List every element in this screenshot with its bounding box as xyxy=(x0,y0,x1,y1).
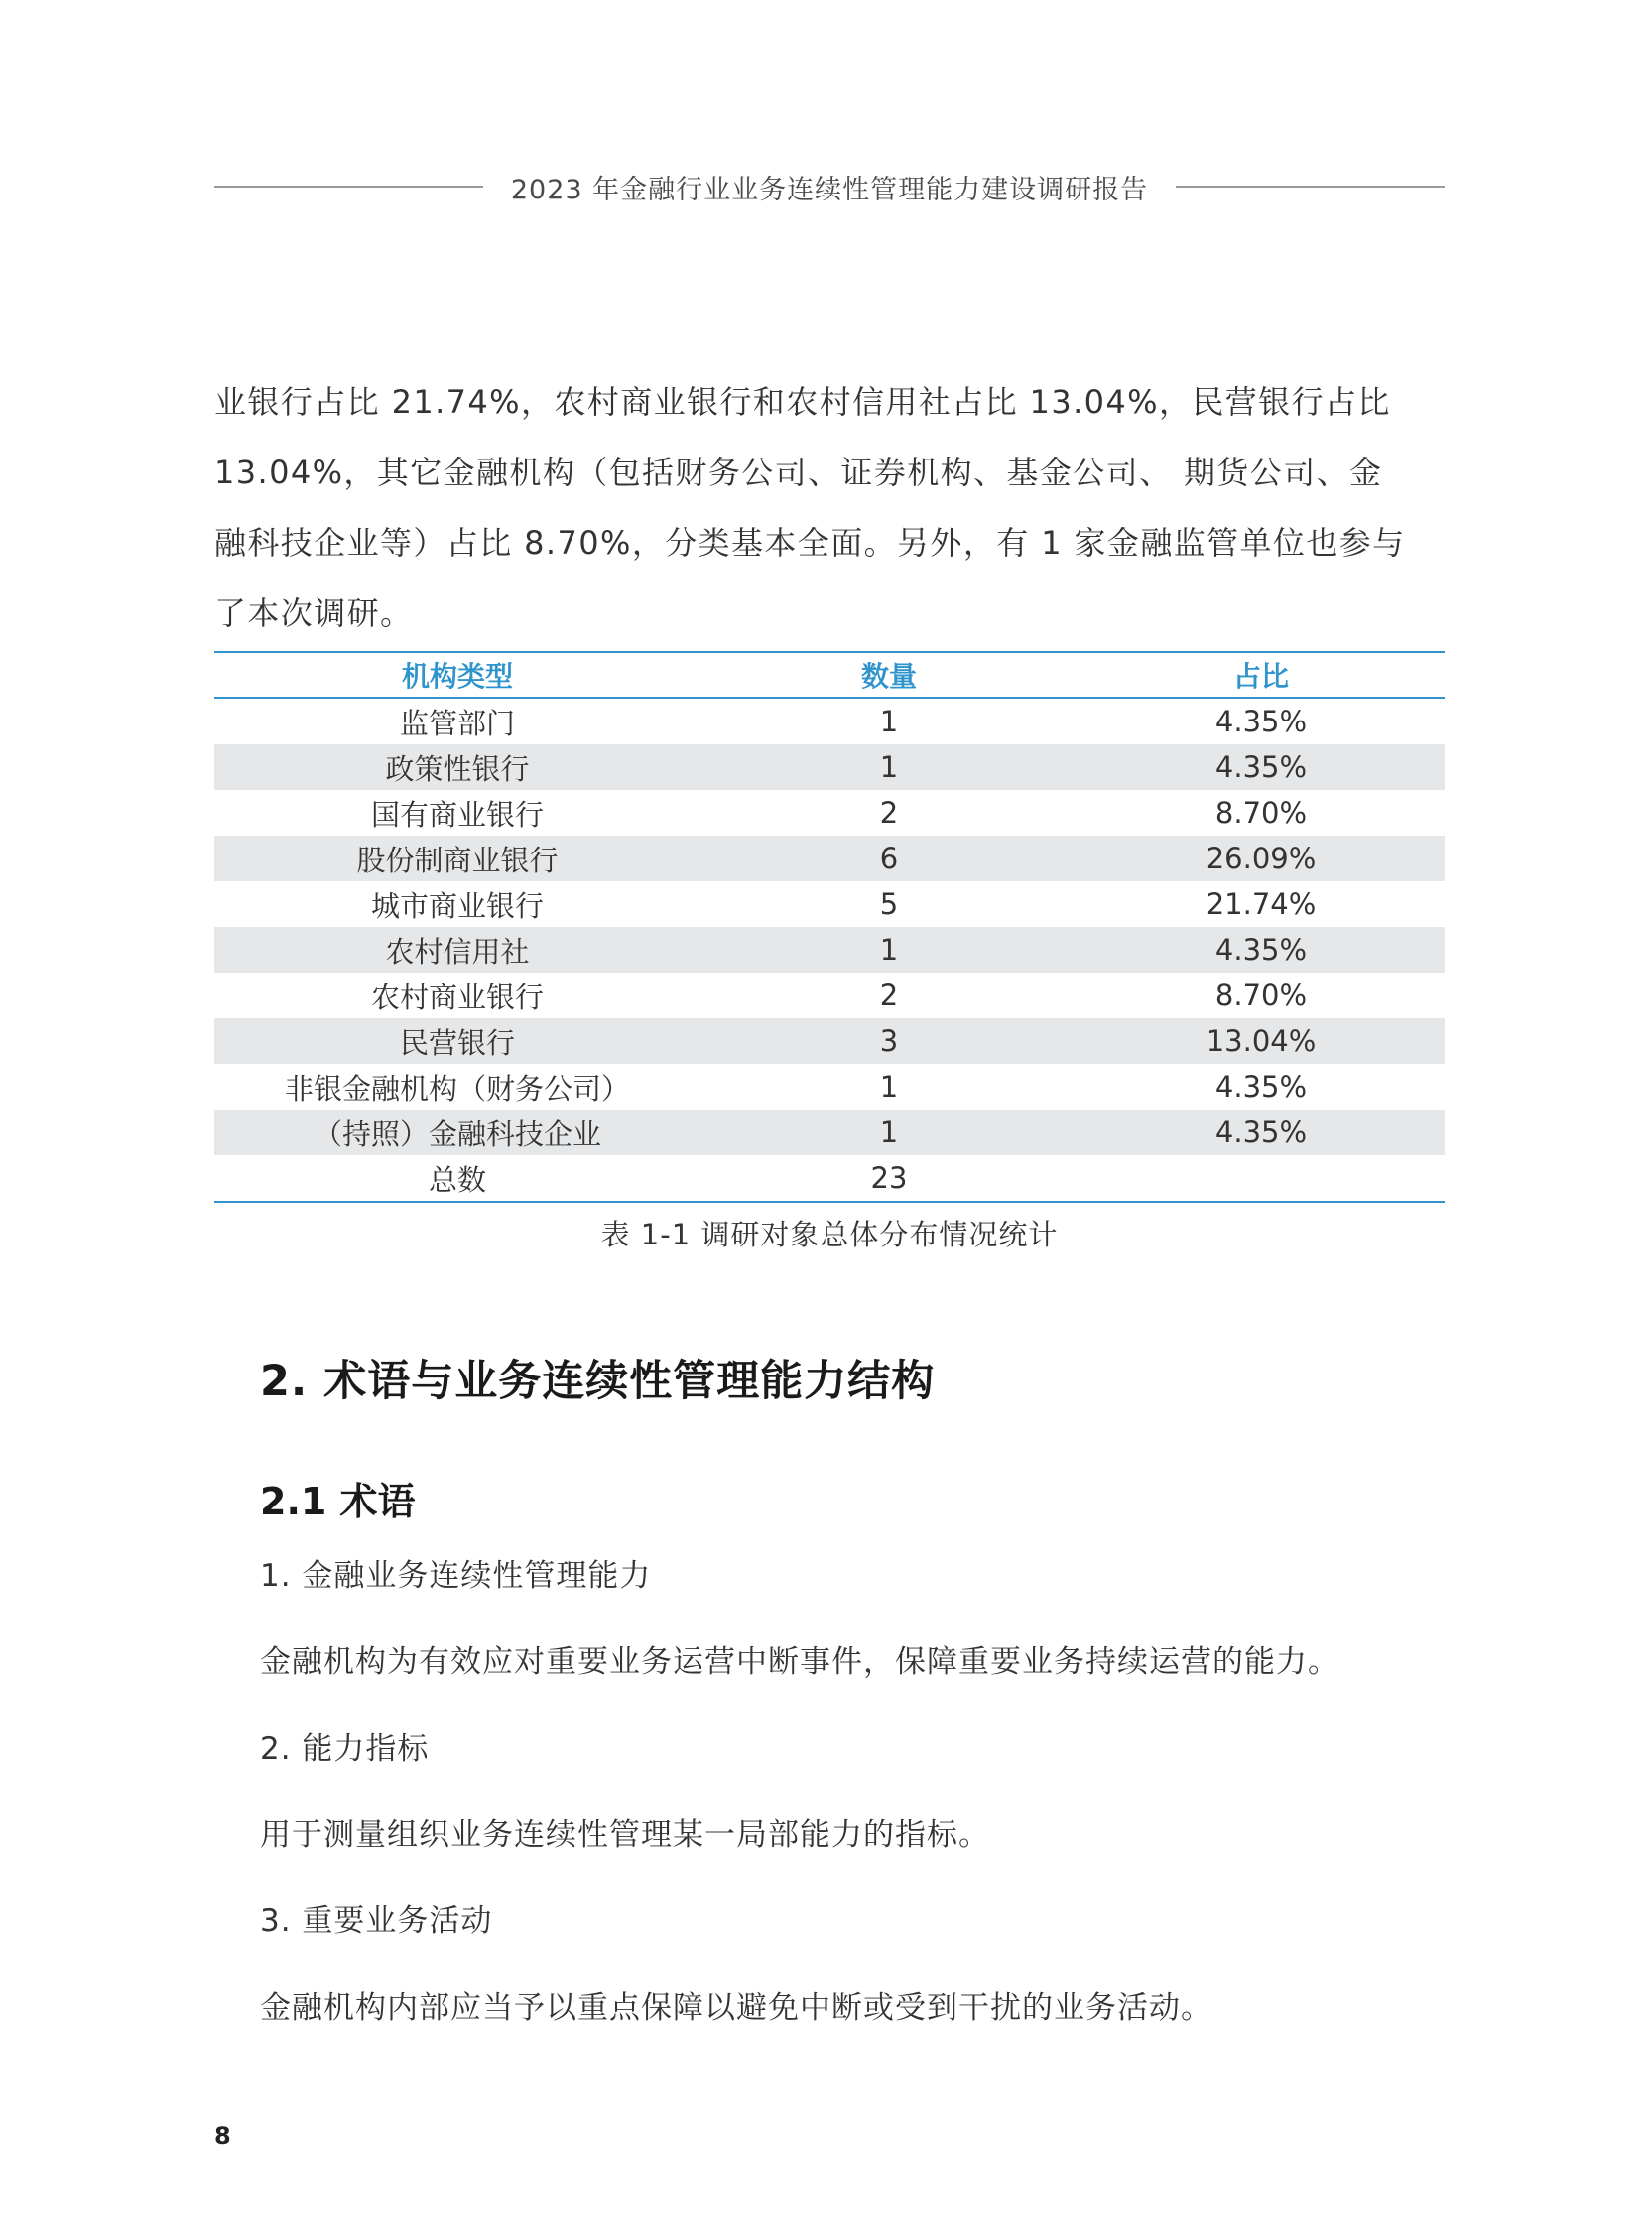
cell-institution-type: （持照）金融科技企业 xyxy=(214,1110,700,1155)
table-header-row xyxy=(214,652,1445,698)
table-total-row xyxy=(214,1155,1445,1202)
table-row xyxy=(214,1064,1445,1110)
cell-total-label: 总数 xyxy=(214,1155,700,1202)
term-definition: 用于测量组织业务连续性管理某一局部能力的指标。 xyxy=(260,1817,990,1853)
column-header-institution-type: 机构类型 xyxy=(214,652,700,698)
intro-paragraph xyxy=(214,367,1445,649)
column-header-count: 数量 xyxy=(700,652,1078,698)
cell-count: 1 xyxy=(879,1070,899,1104)
table-row xyxy=(214,1110,1445,1155)
cell-institution-type: 民营银行 xyxy=(214,1018,700,1064)
cell-total-ratio xyxy=(1078,1155,1445,1202)
cell-institution-type: 农村商业银行 xyxy=(370,980,544,1014)
cell-count: 1 xyxy=(700,744,1078,790)
cell-institution-type: 监管部门 xyxy=(399,706,515,740)
section-heading: 2. 术语与业务连续性管理能力结构 xyxy=(260,1357,936,1406)
header-rule-right xyxy=(1176,186,1445,188)
cell-count: 2 xyxy=(879,979,899,1012)
cell-institution-type: 国有商业银行 xyxy=(370,797,544,832)
term-title: 2. 能力指标 xyxy=(260,1731,430,1767)
cell-ratio: 4.35% xyxy=(1078,927,1445,973)
cell-institution-type: 股份制商业银行 xyxy=(214,836,700,881)
table-header xyxy=(214,652,1445,698)
cell-count: 1 xyxy=(700,1110,1078,1155)
cell-ratio: 4.35% xyxy=(1214,705,1308,738)
cell-count: 6 xyxy=(700,836,1078,881)
cell-institution-type: 非银金融机构（财务公司） xyxy=(284,1071,630,1106)
column-header-ratio: 占比 xyxy=(1078,652,1445,698)
term-definition: 金融机构内部应当予以重点保障以避免中断或受到干扰的业务活动。 xyxy=(260,1990,1212,2026)
cell-count: 1 xyxy=(879,705,899,738)
cell-institution-type: 政策性银行 xyxy=(214,744,700,790)
cell-institution-type: 农村信用社 xyxy=(214,927,700,973)
cell-total-count: 23 xyxy=(700,1155,1078,1202)
cell-ratio: 4.35% xyxy=(1078,1110,1445,1155)
running-header xyxy=(214,165,1445,208)
table-row xyxy=(214,881,1445,927)
cell-count: 5 xyxy=(879,887,899,921)
distribution-table xyxy=(214,651,1445,1203)
cell-ratio: 4.35% xyxy=(1214,1070,1308,1104)
intro-line: 13.04%，其它金融机构（包括财务公司、证券机构、基金公司、 期货公司、金 xyxy=(214,454,1383,491)
cell-count: 1 xyxy=(700,927,1078,973)
table-row xyxy=(214,1018,1445,1064)
cell-count: 2 xyxy=(879,796,899,830)
table-row xyxy=(214,927,1445,973)
cell-institution-type: 城市商业银行 xyxy=(370,888,544,923)
terms-list xyxy=(260,1550,1451,2068)
cell-count: 3 xyxy=(700,1018,1078,1064)
header-rule-left xyxy=(214,186,483,188)
cell-ratio: 26.09% xyxy=(1078,836,1445,881)
cell-ratio: 13.04% xyxy=(1078,1018,1445,1064)
table xyxy=(214,651,1445,1203)
table-caption: 表 1-1 调研对象总体分布情况统计 xyxy=(600,1218,1059,1251)
cell-ratio: 8.70% xyxy=(1214,796,1308,830)
intro-line: 业银行占比 21.74%，农村商业银行和农村信用社占比 13.04%，民营银行占比 xyxy=(214,383,1391,421)
table-row xyxy=(214,744,1445,790)
cell-ratio: 4.35% xyxy=(1078,744,1445,790)
table-row xyxy=(214,790,1445,836)
intro-line: 融科技企业等）占比 8.70%，分类基本全面。另外，有 1 家金融监管单位也参与 xyxy=(214,524,1406,562)
term-title: 3. 重要业务活动 xyxy=(260,1903,493,1939)
table-row xyxy=(214,698,1445,744)
header-title: 2023 年金融行业业务连续性管理能力建设调研报告 xyxy=(510,174,1149,205)
subsection-heading: 2.1 术语 xyxy=(260,1480,416,1523)
table-row xyxy=(214,973,1445,1018)
cell-ratio: 8.70% xyxy=(1214,979,1308,1012)
table-row xyxy=(214,836,1445,881)
term-title: 1. 金融业务连续性管理能力 xyxy=(260,1558,652,1594)
term-definition: 金融机构为有效应对重要业务运营中断事件，保障重要业务持续运营的能力。 xyxy=(260,1644,1339,1680)
table-body xyxy=(214,698,1445,1202)
intro-line: 了本次调研。 xyxy=(214,594,414,632)
page-number: 8 xyxy=(214,2122,231,2150)
cell-ratio: 21.74% xyxy=(1206,887,1317,921)
